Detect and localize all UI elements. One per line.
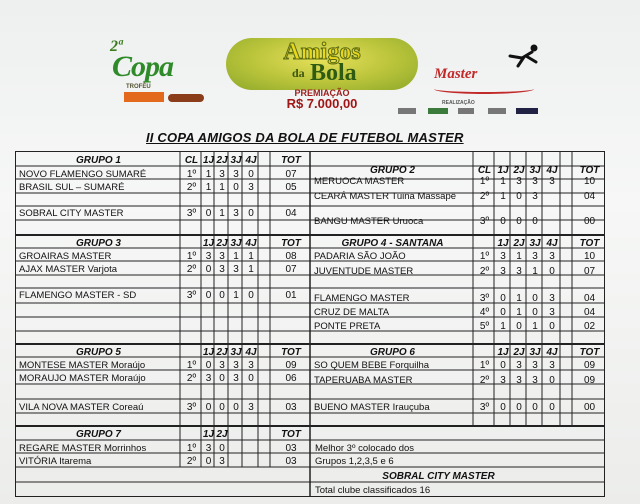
- edition-label: 2ª: [110, 38, 123, 55]
- team-name: JUVENTUDE MASTER: [314, 266, 414, 277]
- rank-cell: 2º: [186, 456, 197, 467]
- score-cell: 3: [516, 375, 522, 386]
- score-cell: 0: [500, 360, 506, 371]
- score-cell: 1: [516, 251, 522, 262]
- team-name: SO QUEM BEBE Forquilha: [314, 360, 430, 371]
- col-header-tot: TOT: [579, 347, 600, 358]
- team-name: TAPERUABA MASTER: [314, 375, 413, 386]
- score-cell: 3: [219, 251, 225, 262]
- team-name: BUENO MASTER Irauçuba: [314, 402, 430, 413]
- score-cell: 0: [205, 208, 212, 219]
- score-cell: 0: [516, 402, 522, 413]
- total-cell: 09: [285, 360, 297, 371]
- note-line-2: Grupos 1,2,3,5 e 6: [315, 456, 394, 467]
- score-cell: 3: [516, 266, 522, 277]
- rank-cell: 2º: [186, 182, 197, 193]
- score-cell: 0: [500, 293, 506, 304]
- score-cell: 3: [233, 360, 239, 371]
- total-cell: 07: [285, 264, 297, 275]
- score-cell: 1: [248, 264, 254, 275]
- master-logo: [434, 44, 544, 96]
- team-name: MORAUJO MASTER Moraújo: [19, 373, 146, 384]
- score-cell: 1: [532, 266, 538, 277]
- total-cell: 04: [583, 191, 596, 202]
- score-cell: 1: [205, 182, 212, 193]
- score-cell: 0: [205, 264, 212, 275]
- score-cell: 1: [532, 321, 538, 332]
- score-cell: 0: [549, 266, 555, 277]
- score-cell: 3: [205, 373, 212, 384]
- prize-amount: R$ 7.000,00: [286, 96, 358, 111]
- score-cell: 3: [219, 264, 225, 275]
- rank-cell: 4º: [479, 307, 490, 318]
- score-cell: 3: [219, 169, 225, 180]
- player-kick-icon: [492, 44, 552, 68]
- score-cell: 0: [205, 360, 212, 371]
- sponsor-logo-5: [516, 108, 538, 114]
- tournament-banner: [98, 34, 544, 114]
- col-header-j2: 2J: [216, 347, 228, 358]
- col-header-j2: 2J: [513, 347, 525, 358]
- team-name: PONTE PRETA: [314, 321, 381, 332]
- rank-cell: 2º: [479, 375, 490, 386]
- total-cell: 10: [583, 176, 596, 187]
- total-cell: 03: [285, 456, 297, 467]
- total-cell: 03: [285, 443, 297, 454]
- score-cell: 0: [205, 290, 212, 301]
- score-cell: 0: [248, 169, 254, 180]
- bola-label: Bola: [310, 60, 357, 86]
- col-header-j4: 4J: [245, 238, 257, 249]
- col-header-j3: 3J: [529, 165, 541, 176]
- score-cell: 3: [205, 443, 212, 454]
- score-cell: 3: [248, 182, 254, 193]
- score-cell: 1: [205, 169, 212, 180]
- amigos-da-bola-logo: [226, 38, 418, 90]
- score-cell: 0: [532, 216, 538, 227]
- note-line-1: Melhor 3º colocado dos: [315, 443, 415, 454]
- score-cell: 3: [549, 251, 555, 262]
- score-cell: 1: [233, 290, 239, 301]
- total-cell: 03: [285, 402, 297, 413]
- col-header-j2: 2J: [216, 429, 228, 440]
- swoosh-icon: [434, 84, 534, 94]
- prize-heading: PREMIAÇÃO: [294, 88, 350, 98]
- col-header-tot: TOT: [281, 429, 301, 440]
- score-cell: 1: [516, 307, 522, 318]
- copa-label: Copa: [112, 50, 174, 83]
- team-name: MERUOCA MASTER: [314, 176, 405, 187]
- total-cell: 02: [583, 321, 596, 332]
- total-cell: 09: [583, 360, 596, 371]
- score-cell: 3: [500, 266, 506, 277]
- score-cell: 1: [516, 293, 522, 304]
- rank-cell: 1º: [479, 251, 490, 262]
- col-header-j3: 3J: [529, 238, 541, 249]
- total-cell: 04: [583, 293, 596, 304]
- score-cell: 0: [233, 402, 239, 413]
- col-header-j4: 4J: [245, 347, 257, 358]
- score-cell: 3: [219, 360, 225, 371]
- score-cell: 3: [248, 402, 254, 413]
- score-cell: 3: [532, 251, 538, 262]
- score-cell: 0: [516, 216, 522, 227]
- score-cell: 0: [532, 402, 538, 413]
- group-header: GRUPO 1: [75, 155, 121, 166]
- sponsor-logo-2: [428, 108, 448, 114]
- total-cell: 07: [285, 169, 297, 180]
- rank-cell: 1º: [186, 251, 197, 262]
- score-cell: 3: [233, 169, 239, 180]
- col-header-j2: 2J: [513, 238, 525, 249]
- score-cell: 0: [549, 375, 555, 386]
- score-cell: 3: [549, 307, 555, 318]
- col-header-j2: 2J: [216, 238, 228, 249]
- total-cell: 00: [583, 216, 596, 227]
- col-header-j4: 4J: [546, 165, 558, 176]
- team-name: SOBRAL CITY MASTER: [19, 208, 124, 219]
- col-header-j1: 1J: [202, 155, 215, 166]
- team-name: PADARIA SÃO JOÃO: [314, 251, 406, 262]
- score-cell: 0: [516, 321, 522, 332]
- sponsor-logo-4: [488, 108, 506, 114]
- col-header-j2: 2J: [513, 165, 525, 176]
- rank-cell: 5º: [479, 321, 490, 332]
- rank-cell: 3º: [479, 216, 490, 227]
- score-cell: 0: [500, 216, 506, 227]
- standings-table: [15, 151, 605, 497]
- rank-cell: 2º: [186, 373, 197, 384]
- rank-cell: 1º: [186, 360, 197, 371]
- rank-cell: 3º: [186, 208, 197, 219]
- score-cell: 1: [248, 251, 254, 262]
- score-cell: 1: [219, 208, 225, 219]
- score-cell: 0: [549, 402, 555, 413]
- col-header-tot: TOT: [281, 347, 301, 358]
- total-cell: 01: [285, 290, 297, 301]
- score-cell: 0: [219, 290, 225, 301]
- rank-cell: 1º: [186, 169, 197, 180]
- team-name: BANGU MASTER Uruoca: [314, 216, 424, 227]
- sponsor-logo: [124, 92, 164, 102]
- score-cell: 0: [532, 307, 538, 318]
- group-header: GRUPO 3: [75, 238, 121, 249]
- score-cell: 0: [219, 373, 225, 384]
- score-cell: 3: [500, 375, 506, 386]
- total-cell: 07: [583, 266, 596, 277]
- score-cell: 3: [516, 176, 522, 187]
- col-header-j4: 4J: [245, 155, 257, 166]
- score-cell: 0: [516, 191, 522, 202]
- score-cell: 3: [516, 360, 522, 371]
- col-header-j1: 1J: [497, 165, 509, 176]
- score-cell: 1: [500, 321, 506, 332]
- rank-cell: 3º: [186, 402, 197, 413]
- total-cell: 00: [583, 402, 596, 413]
- score-cell: 3: [532, 360, 538, 371]
- col-header-j1: 1J: [202, 238, 215, 249]
- total-cell: 10: [583, 251, 596, 262]
- col-header-tot: TOT: [281, 238, 301, 249]
- score-cell: 0: [219, 402, 225, 413]
- score-cell: 0: [532, 293, 538, 304]
- score-cell: 3: [248, 360, 254, 371]
- score-cell: 0: [500, 307, 506, 318]
- col-header-j1: 1J: [202, 429, 215, 440]
- score-cell: 3: [549, 360, 555, 371]
- score-cell: 3: [500, 251, 506, 262]
- total-cell: 04: [583, 307, 596, 318]
- col-header-tot: TOT: [579, 165, 600, 176]
- copa-logo: [98, 38, 218, 108]
- note-total: Total clube classificados 16: [315, 485, 431, 496]
- score-cell: 3: [532, 375, 538, 386]
- col-header-j1: 1J: [202, 347, 215, 358]
- total-cell: 09: [583, 375, 596, 386]
- team-name: CEARÁ MASTER Tuina Massapê: [314, 191, 457, 202]
- best-third-team: SOBRAL CITY MASTER: [382, 471, 495, 482]
- team-name: VITÓRIA Itarema: [19, 456, 92, 467]
- team-name: BRASIL SUL – SUMARÉ: [19, 182, 125, 193]
- score-cell: 3: [233, 264, 239, 275]
- team-name: FLAMENGO MASTER: [314, 293, 410, 304]
- team-name: REGARE MASTER Morrinhos: [19, 443, 147, 454]
- score-cell: 3: [549, 176, 555, 187]
- score-cell: 3: [233, 373, 239, 384]
- col-header-j2: 2J: [216, 155, 228, 166]
- score-cell: 3: [233, 208, 239, 219]
- group-header: GRUPO 6: [369, 347, 415, 358]
- rank-cell: 2º: [479, 266, 490, 277]
- col-header-j3: 3J: [230, 347, 242, 358]
- score-cell: 0: [500, 402, 506, 413]
- col-header-j4: 4J: [546, 238, 558, 249]
- master-label: Master: [434, 66, 478, 82]
- score-cell: 3: [532, 176, 538, 187]
- col-header-j3: 3J: [230, 155, 242, 166]
- col-header-j4: 4J: [546, 347, 558, 358]
- team-name: NOVO FLAMENGO SUMARÉ: [19, 169, 147, 180]
- sponsor-car-logo: [168, 94, 204, 102]
- score-cell: 0: [248, 290, 254, 301]
- score-cell: 3: [549, 293, 555, 304]
- score-cell: 1: [219, 182, 225, 193]
- team-name: CRUZ DE MALTA: [314, 307, 390, 318]
- total-cell: 06: [285, 373, 297, 384]
- score-cell: 0: [248, 373, 254, 384]
- rank-cell: 2º: [186, 264, 197, 275]
- rank-cell: 3º: [186, 290, 197, 301]
- col-header-j1: 1J: [497, 347, 509, 358]
- col-header-cl: CL: [477, 165, 492, 176]
- col-header-j3: 3J: [529, 347, 541, 358]
- total-cell: 04: [285, 208, 297, 219]
- col-header-j3: 3J: [230, 238, 242, 249]
- realization-label: REALIZAÇÃO: [442, 100, 475, 106]
- score-cell: 0: [233, 182, 239, 193]
- score-cell: 3: [219, 456, 225, 467]
- score-cell: 3: [532, 191, 538, 202]
- sponsor-logo-1: [398, 108, 416, 114]
- total-cell: 05: [285, 182, 297, 193]
- col-header-j1: 1J: [497, 238, 509, 249]
- score-cell: 1: [500, 191, 506, 202]
- team-name: FLAMENGO MASTER - SD: [19, 290, 137, 301]
- rank-cell: 1º: [479, 176, 490, 187]
- score-cell: 1: [233, 251, 239, 262]
- col-header-tot: TOT: [579, 238, 600, 249]
- score-cell: 3: [205, 251, 212, 262]
- group-header: GRUPO 7: [75, 429, 121, 440]
- rank-cell: 3º: [479, 293, 490, 304]
- team-name: GROAIRAS MASTER: [19, 251, 112, 262]
- group-header: GRUPO 5: [75, 347, 121, 358]
- team-name: MONTESE MASTER Moraújo: [19, 360, 146, 371]
- col-header-cl: CL: [184, 155, 199, 166]
- score-cell: 0: [549, 321, 555, 332]
- team-name: AJAX MASTER Varjota: [19, 264, 118, 275]
- rank-cell: 1º: [186, 443, 197, 454]
- rank-cell: 2º: [479, 191, 490, 202]
- score-cell: 0: [219, 443, 225, 454]
- group-header: GRUPO 2: [369, 165, 415, 176]
- document-title: II COPA AMIGOS DA BOLA DE FUTEBOL MASTER: [146, 130, 464, 145]
- rank-cell: 1º: [479, 360, 490, 371]
- sponsor-logo-3: [458, 108, 474, 114]
- amigos-label: Amigos: [283, 39, 361, 65]
- team-name: VILA NOVA MASTER Coreaú: [19, 402, 144, 413]
- col-header-tot: TOT: [281, 155, 301, 166]
- da-label: da: [292, 66, 305, 80]
- total-cell: 08: [285, 251, 297, 262]
- score-cell: 0: [248, 208, 254, 219]
- group-header: GRUPO 4 - SANTANA: [341, 238, 444, 249]
- trophy-label: TROFÉU: [126, 84, 151, 90]
- score-cell: 1: [500, 176, 506, 187]
- rank-cell: 3º: [479, 402, 490, 413]
- score-cell: 0: [205, 402, 212, 413]
- score-cell: 0: [205, 456, 212, 467]
